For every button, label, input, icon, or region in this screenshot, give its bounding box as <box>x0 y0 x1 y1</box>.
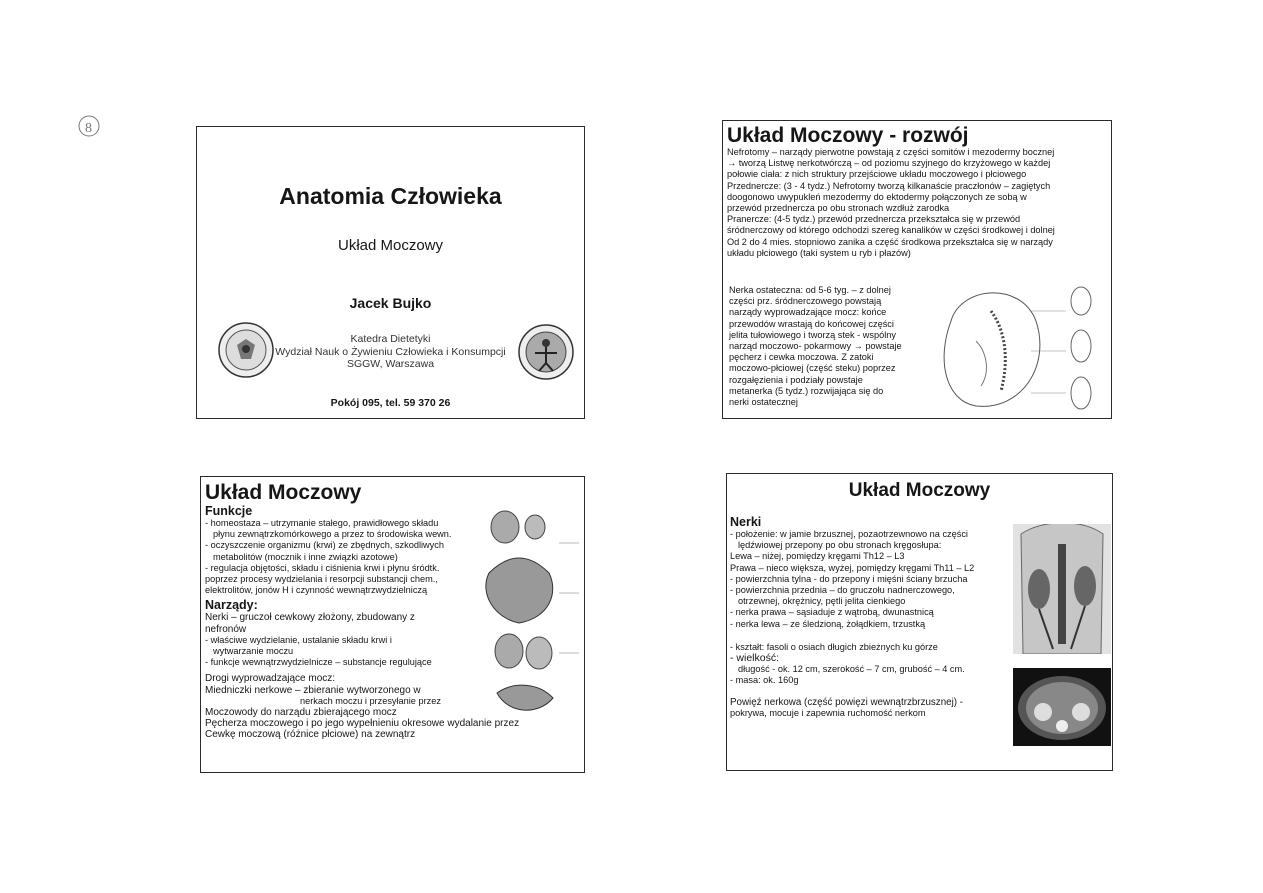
svg-text:8: 8 <box>85 121 92 136</box>
slide-urinary-functions: Układ Moczowy Funkcje - homeostaza – utrzymanie stałego, prawidłowego składu płynu zewnątrzkomórkowego a przez to środowiska wewn. - oczyszczenie organizmu (krwi) ze zbędnych, szkodliwych metabolitów (mocznik i inne związki azotowe) - regulacja objętości, składu i ciśnienia krwi i płynu śródtk. poprzez procesy wydzielania i resorpcji substancji chem., elektrolitów, jonów H i czynność wewnątrzwydzielniczą Narządy: Nerki – gruczoł cewkowy złożony, zbudowany z nefronów - właściwe wydzielanie, ustalanie składu krwi i wytwarzanie moczu - funkcje wewnątrzwydzielnicze – substancje regulujące Drogi wyprowadzające mocz: Miedniczki nerkowe – zbieranie wytworzonego w nerkach moczu i przesyłanie przez Moczowody do narządu zbierającego mocz Pęcherza moczowego i po jego wypełnieniu okresowe wydalanie przez Cewkę moczową (różnice płciowe) na zewnątrz <box>200 476 585 773</box>
slide-development: Układ Moczowy - rozwój Nefrotomy – narządy pierwotne powstają z części somitów i mezodermy bocznej → tworzą Listwę nerkotwórczą – od poziomu szyjnego do krzyżowego w każdej połowie ciała: z nich struktury przejściowe układu moczowego i płciowego Przednercze: (3 - 4 tydz.) Nefrotomy tworzą kilkanaście praczłonów – zagiętych doogonowo uwypukleń mezodermy do ektodermy połączonych ze sobą w przewód przednercza po obu stronach wzdłuż zarodka Pranercze: (4-5 tydz.) przewód przednercza przekształca się w przewód śródnerczowy od którego odchodzi szereg kanalików w części środkowej i dolnej Od 2 do 4 mies. stopniowo zanika a część środkowa przekształca się w narządy układu płciowego (taki system u ryb i płazów) Nerka ostateczna: od 5-6 tyg. – z dolnej części prz. śródnerczowego powstają narządy wyprowadzające mocz: końce przewodów wrastają do końcowej części jelita tułowiowego i tworzą stek - wspólny narząd moczowo- pokarmowy → powstaje pęcherz i cewka moczowa. Z zatoki moczowo-płciowej (część steku) poprzez rozgałęzienia i podziały powstaje metanerka (5 tydz.) rozwijająca się do nerki ostatecznej <box>722 120 1112 419</box>
presentation-title: Anatomia Człowieka <box>279 183 502 209</box>
slide-heading: Układ Moczowy <box>848 480 991 501</box>
handwritten-page-number <box>76 112 106 142</box>
author-name: Jacek Bujko <box>349 295 432 311</box>
slide-heading: Układ Moczowy - rozwój <box>727 124 969 147</box>
final-kidney-text: Nerka ostateczna: od 5-6 tyg. – z dolnej części prz. śródnerczowego powstają narządy wyprowadzające mocz: końce przewodów wrastają do końcowej części jelita tułowiowego i tworzą stek - wspólny narząd moczowo- pokarmowy → powstaje pęcherz i cewka moczowa. Z zatoki moczowo-płciowej (część steku) poprzez rozgałęzienia i podziały powstaje metanerka (5 tydz.) rozwijająca się do nerki ostatecznej <box>729 285 902 408</box>
slide-title <box>196 126 585 419</box>
slide-heading: Układ Moczowy <box>205 481 362 504</box>
room-phone: Pokój 095, tel. 59 370 26 <box>330 397 451 409</box>
university-seal-icon <box>217 321 275 379</box>
embryo-diagram-icon <box>931 281 1111 417</box>
kidney-anatomy-illustration-icon <box>1013 524 1111 654</box>
department-info: Katedra Dietetyki Wydział Nauk o Żywieniu Człowieka i Konsumpcji SGGW, Warszawa <box>275 333 506 370</box>
urinary-system-illustration-icon <box>469 493 581 725</box>
faculty-seal-icon <box>517 323 575 381</box>
presentation-subtitle: Układ Moczowy <box>337 237 444 254</box>
slide-kidneys: Układ Moczowy Nerki - położenie: w jamie brzusznej, pozaotrzewnowo na części lędźwiowej przepony po obu stronach kręgosłupa: Lewa – niżej, pomiędzy kręgami Th12 – L3 Prawa – nieco większa, wyżej, pomiędzy kręgami Th11 – L2 - powierzchnia tylna - do przepony i mięśni ściany brzucha - powierzchnia przednia – do gruczołu nadnerczowego, otrzewnej, okrężnicy, pętli jelita cienkiego - nerka prawa – sąsiaduje z wątrobą, dwunastnicą - nerka lewa – ze śledzioną, żołądkiem, trzustką - kształt: fasoli o osiach długich zbieżnych ku górze - wielkość: długość - ok. 12 cm, szerokość – 7 cm, grubość – 4 cm. - masa: ok. 160g Powięź nerkowa (część powięzi wewnątrzbrzusznej) - pokrywa, mocuje i zapewnia ruchomość nerkom <box>726 473 1113 771</box>
ct-scan-image-icon <box>1013 668 1111 746</box>
